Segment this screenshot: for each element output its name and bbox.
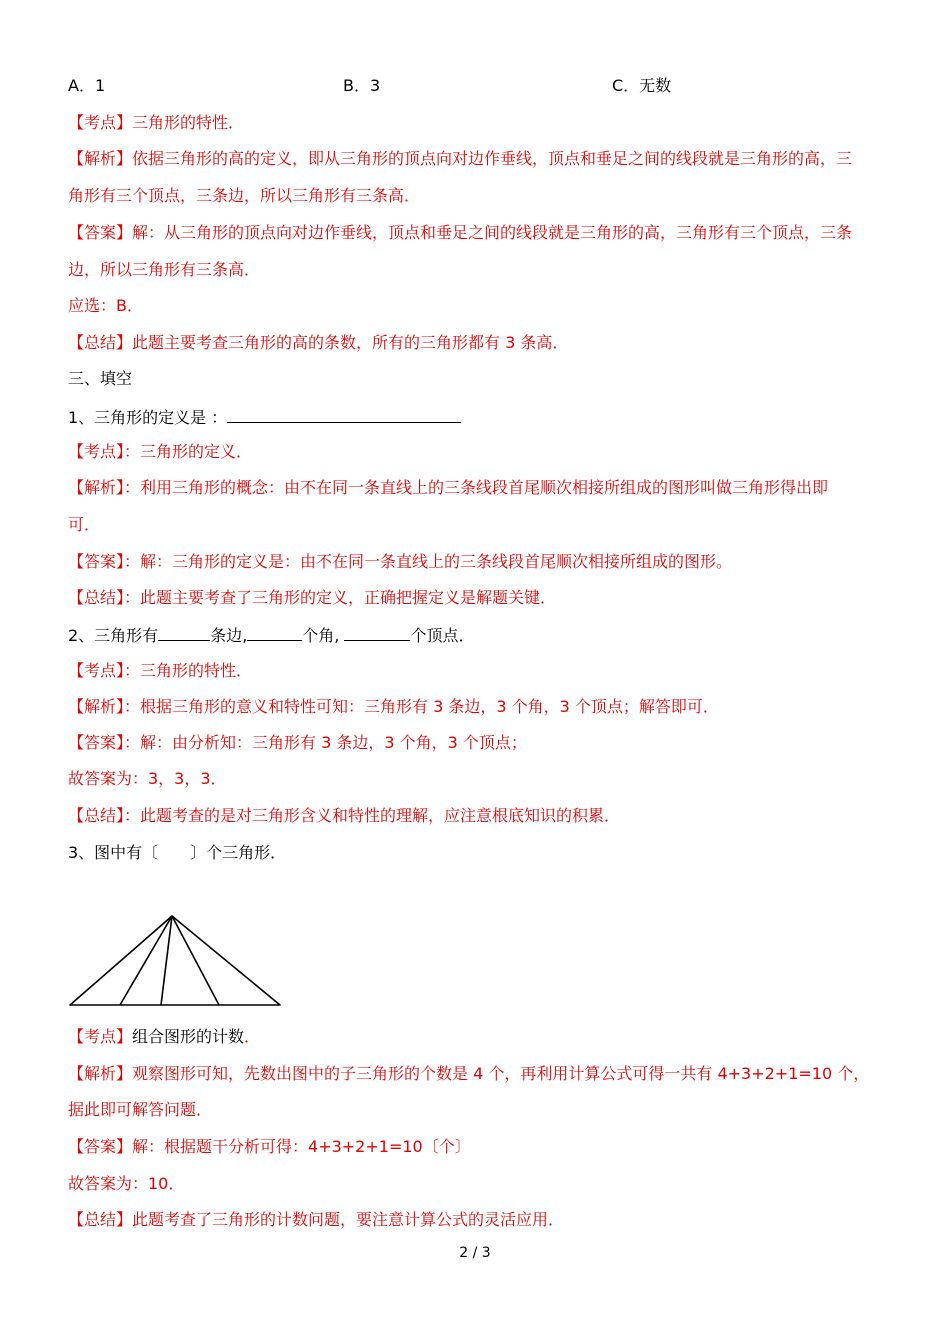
q3-stem: 3、图中有〔 〕个三角形． [68, 843, 287, 862]
q2-blank-edges [158, 624, 210, 641]
q3-jiexi-line1: 【解析】观察图形可知，先数出图中的子三角形的个数是 4 个，再利用计算公式可得一共有 4+3+2+1=10 个， [68, 1064, 870, 1083]
q2-stem-d: 个顶点． [410, 626, 475, 645]
q2-stem-c: 个角, [302, 626, 340, 645]
q1-stem-text: 1、三角形的定义是 ： [68, 408, 228, 427]
prev-jiexi-line1: 【解析】依据三角形的高的定义，即从三角形的顶点向对边作垂线，顶点和垂足之间的线段就是三角形的高，三 [68, 149, 853, 168]
q1-kaodian: 【考点】：三角形的定义． [68, 442, 253, 461]
inner-segment-2 [161, 916, 172, 1005]
q2-stem-a: 2、三角形有 [68, 626, 159, 645]
option-c: C．无数 [612, 76, 672, 95]
inner-segment-3 [172, 916, 219, 1005]
prev-daan-line2: 边，所以三角形有三条高． [68, 260, 261, 279]
q3-kaodian-text: 【考点】组合图形的计数． [68, 1027, 261, 1046]
q2-blank-vertices [344, 624, 410, 641]
q2-kaodian: 【考点】：三角形的特性． [68, 661, 253, 680]
q2-stem [68, 624, 474, 646]
prev-kaodian: 【考点】三角形的特性． [68, 113, 245, 132]
q1-jiexi-line1: 【解析】：利用三角形的概念：由不在同一条直线上的三条线段首尾顺次相接所组成的图形叫做三角形得出即 [68, 478, 829, 497]
prev-yingxuan: 应选：B． [68, 296, 143, 315]
prev-daan-line1: 【答案】解：从三角形的顶点向对边作垂线，顶点和垂足之间的线段就是三角形的高，三角形有三个顶点，三条 [68, 223, 853, 242]
inner-segment-1 [120, 916, 172, 1005]
q1-zongjie: 【总结】：此题主要考查了三角形的定义，正确把握定义是解题关键． [68, 588, 557, 607]
q2-guda: 故答案为：3，3，3． [68, 769, 227, 788]
q1-stem [68, 406, 461, 428]
page-number: 2 / 3 [459, 1245, 491, 1261]
q1-daan: 【答案】：解：三角形的定义是：由不在同一条直线上的三条线段首尾顺次相接所组成的图形。 [68, 552, 733, 571]
option-b: B．3 [343, 76, 381, 95]
prev-zongjie: 【总结】此题主要考查三角形的高的条数，所有的三角形都有 3 条高． [68, 333, 569, 352]
q3-zongjie: 【总结】此题考查了三角形的计数问题，要注意计算公式的灵活应用． [68, 1210, 565, 1229]
q1-jiexi-line2: 可． [68, 515, 101, 534]
q3-jiexi-line2: 据此即可解答问题． [68, 1100, 213, 1119]
q2-zongjie: 【总结】：此题考查的是对三角形含义和特性的理解，应注意根底知识的积累． [68, 806, 621, 825]
outer-triangle [70, 916, 280, 1005]
q2-daan: 【答案】：解：由分析知：三角形有 3 条边，3 个角，3 个顶点； [68, 733, 527, 752]
q2-stem-b: 条边, [210, 626, 248, 645]
q2-jiexi: 【解析】：根据三角形的意义和特性可知：三角形有 3 条边，3 个角，3 个顶点；解答即可． [68, 697, 719, 716]
triangle-figure [68, 912, 284, 1008]
section-title: 三、填空 [68, 369, 133, 388]
q1-answer-blank [227, 406, 461, 423]
q3-guda: 故答案为：10． [68, 1174, 185, 1193]
option-a: A．1 [68, 76, 106, 95]
q2-blank-angles [247, 624, 302, 641]
q3-kaodian [68, 1027, 260, 1047]
q3-daan: 【答案】解：根据题干分析可得：4+3+2+1=10〔个〕 [68, 1137, 471, 1156]
prev-jiexi-line2: 角形有三个顶点，三条边，所以三角形有三条高． [68, 186, 421, 205]
